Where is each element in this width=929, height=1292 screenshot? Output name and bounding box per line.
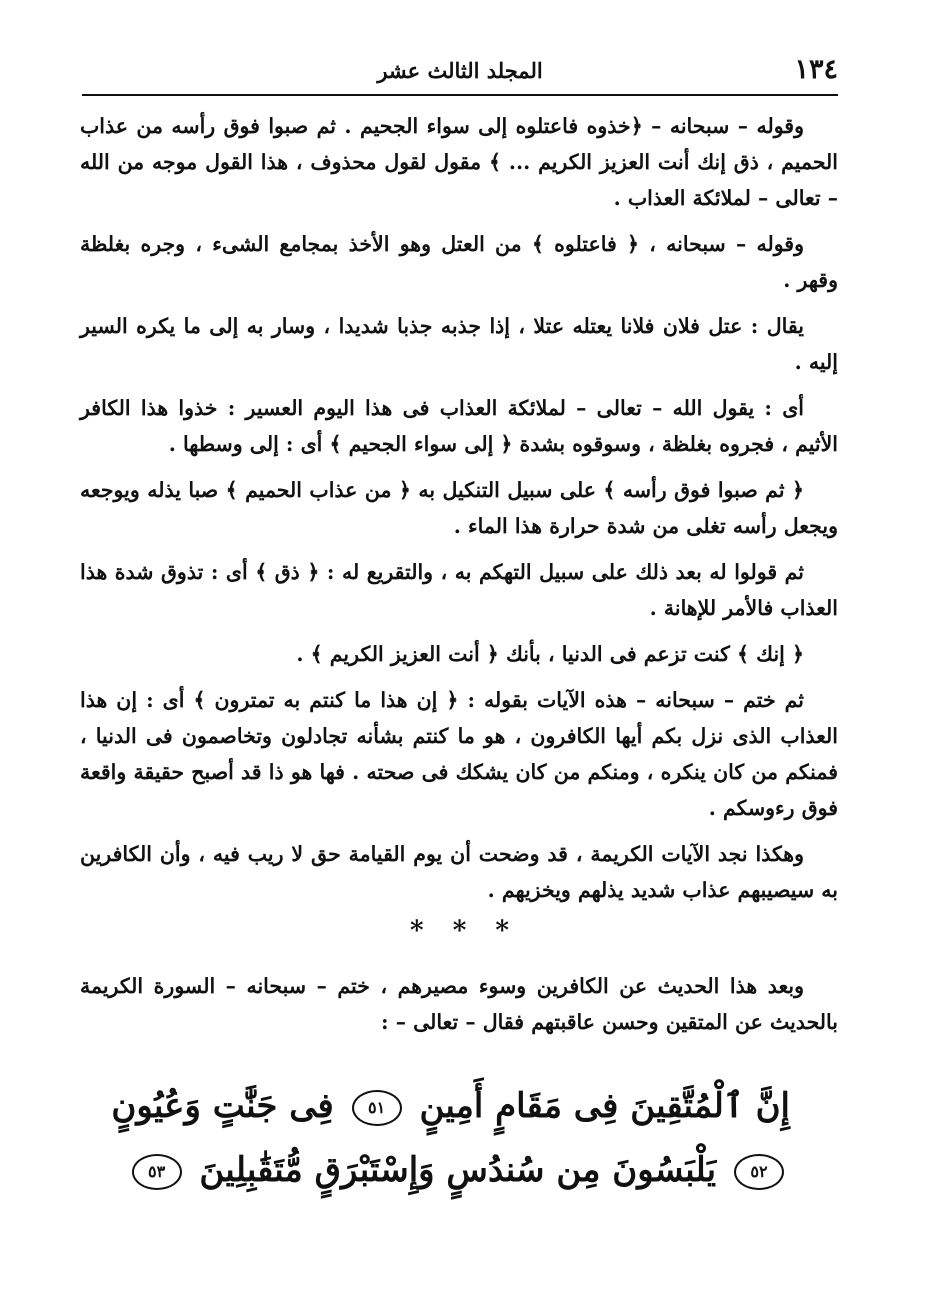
ayah-marker-52: ٥٢ (734, 1154, 784, 1190)
quran-line-2 (147, 1138, 790, 1202)
commentary-body (80, 108, 838, 918)
paragraph-7: ﴿ إنك ﴾ كنت تزعم فى الدنيا ، بأنك ﴿ أنت العزيز الكريم ﴾ . (296, 642, 804, 666)
paragraph-9: وهكذا نجد الآيات الكريمة ، قد وضحت أن يوم القيامة حق لا ريب فيه ، وأن الكافرين به سيصيبهم عذاب شديد يذلهم ويخزيهم . (80, 842, 838, 902)
page-number: ١٣٤ (794, 54, 838, 85)
paragraph-8: ثم ختم – سبحانه – هذه الآيات بقوله : ﴿ إن هذا ما كنتم به تمترون ﴾ أى : إن هذا العذاب الذى نزل بكم أيها الكافرون ، هو ما كنتم بشأنه تجادلون وتخاصمون فى الدنيا ، فمنكم من كان ينكره ، ومنكم من كان يشكك فى صحته . فها هو ذا قد أصبح حقيقة واقعة فوق رءوسكم . (80, 688, 838, 820)
section-separator: * * * (410, 916, 519, 946)
paragraph-4: أى : يقول الله – تعالى – لملائكة العذاب فى هذا اليوم العسير : خذوا هذا الكافر الأثيم ، فجروه بغلظة ، وسوقوه بشدة ﴿ إلى سواء الجحيم ﴾ أى : إلى وسطها . (80, 396, 838, 456)
paragraph-6: ثم قولوا له بعد ذلك على سبيل التهكم به ، والتقريع له : ﴿ ذق ﴾ أى : تذوق شدة هذا العذاب فالأمر للإهانة . (80, 560, 838, 620)
running-title: المجلد الثالث عشر (377, 58, 543, 83)
page-header (82, 48, 838, 92)
paragraph-2: وقوله – سبحانه ، ﴿ فاعتلوه ﴾ من العتل وهو الأخذ بمجامع الشىء ، وجره بغلظة وقهر . (80, 232, 838, 292)
paragraph-5: ﴿ ثم صبوا فوق رأسه ﴾ على سبيل التنكيل به ﴿ من عذاب الحميم ﴾ صبا يذله ويوجعه ويجعل رأسه تغلى من شدة حرارة هذا الماء . (80, 478, 838, 538)
paragraph-3: يقال : عتل فلان فلانا يعتله عتلا ، إذا جذبه جذبا شديدا ، وسار به إلى ما يكره السير إليه . (80, 314, 838, 374)
verse-53-text: يَلْبَسُونَ مِن سُندُسٍ وَإِسْتَبْرَقٍ مُّتَقَٰبِلِينَ (199, 1150, 717, 1190)
closing-paragraph: وبعد هذا الحديث عن الكافرين وسوء مصيرهم ، ختم – سبحانه – السورة الكريمة بالحديث عن المتقين وحسن عاقبتهم فقال – تعالى – : (80, 974, 838, 1034)
paragraph-1: وقوله – سبحانه – ﴿خذوه فاعتلوه إلى سواء الجحيم . ثم صبوا فوق رأسه من عذاب الحميم ، ذق إنك أنت العزيز الكريم ... ﴾ مقول لقول محذوف ، هذا القول موجه من الله – تعالى – لملائكة العذاب . (80, 114, 838, 210)
ayah-marker-53: ٥٣ (132, 1154, 182, 1190)
header-divider (82, 94, 838, 96)
verse-51-text: إِنَّ ٱلْمُتَّقِينَ فِى مَقَامٍ أَمِينٍ (419, 1086, 790, 1126)
ayah-marker-51: ٥١ (352, 1090, 402, 1126)
closing-section (80, 968, 838, 1050)
verse-52-text-start: فِى جَنَّٰتٍ وَعُيُونٍ (111, 1086, 334, 1126)
quran-line-1 (111, 1074, 790, 1138)
quran-verses (111, 1074, 790, 1202)
